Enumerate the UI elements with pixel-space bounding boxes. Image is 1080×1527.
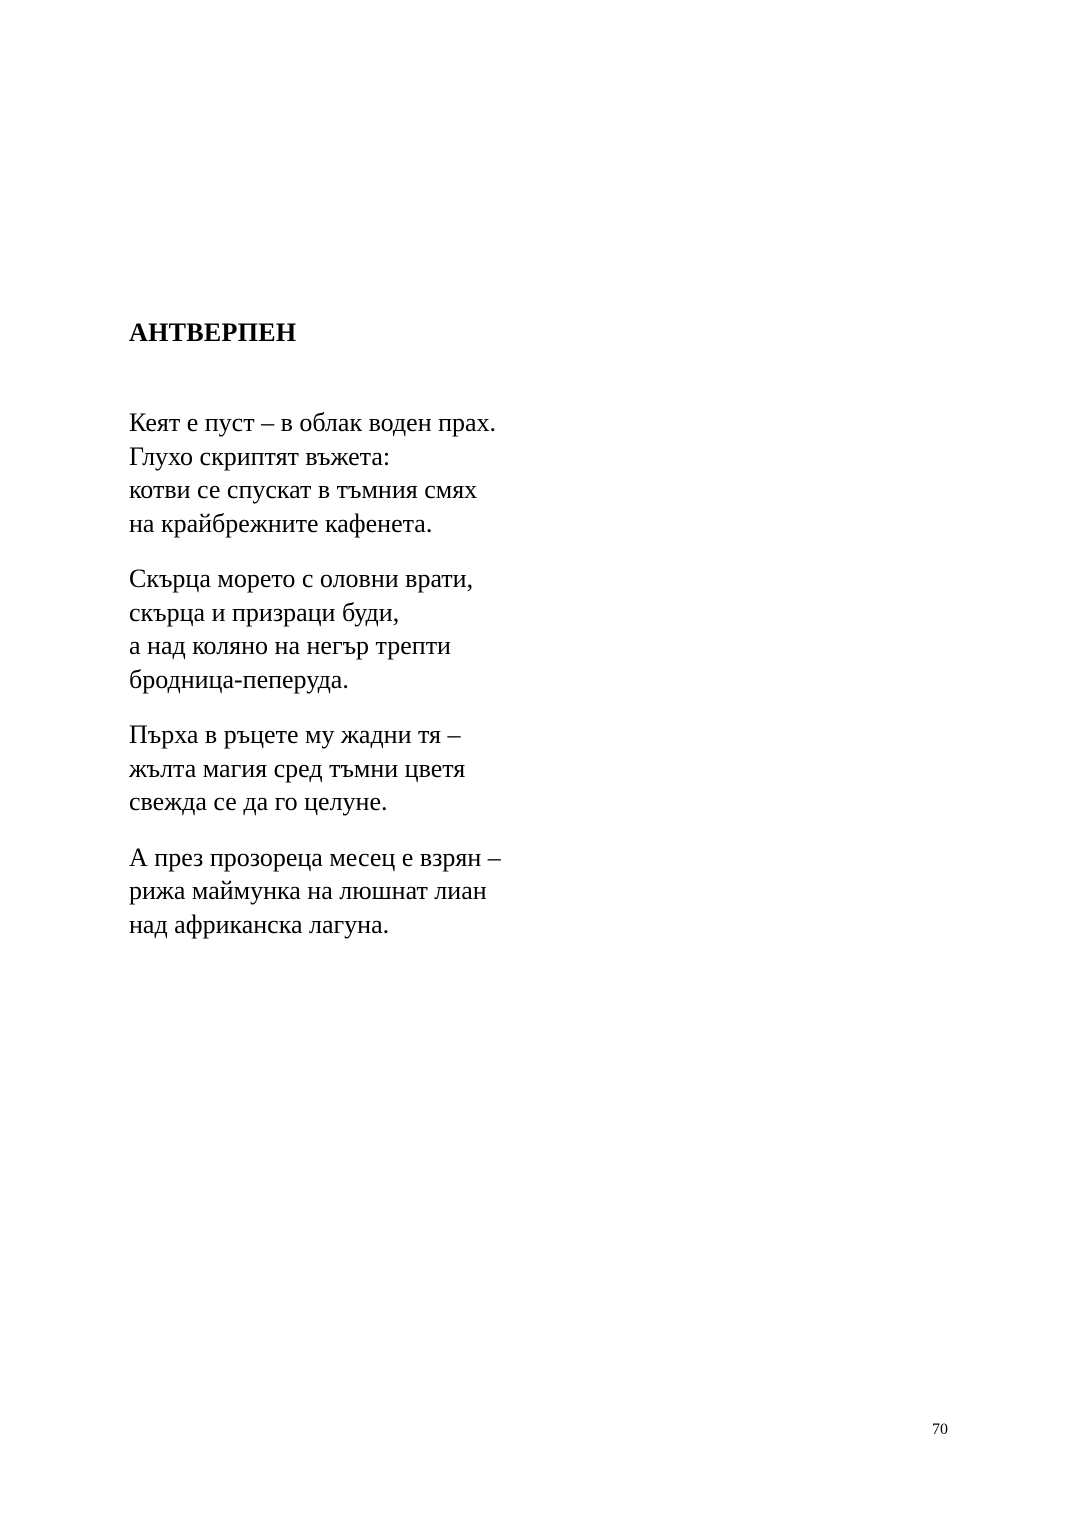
page-number: 70 [932, 1421, 948, 1438]
poem-line: а над коляно на негър трепти [129, 631, 451, 660]
poem-body [129, 406, 501, 963]
stanza [129, 718, 501, 819]
poem-line: рижа маймунка на люшнат лиан [129, 876, 487, 905]
poem-line: жълта магия сред тъмни цветя [129, 753, 466, 783]
poem-line: на крайбрежните кафенета. [129, 508, 433, 538]
poem-title: АНТВЕРПЕН [129, 318, 297, 347]
stanza [129, 562, 501, 696]
poem-line: над африканска лагуна. [129, 909, 390, 939]
poem-line: бродница-пеперуда. [129, 664, 349, 694]
poem-line: Кеят е пуст – в облак воден прах. [129, 408, 497, 437]
poem-line: скърца и призраци буди, [129, 597, 400, 627]
poem-line: котви се спускат в тъмния смях [129, 475, 478, 504]
poem-line: Глухо скриптят въжета: [129, 441, 391, 471]
poem-line: Пърха в ръцете му жадни тя – [129, 720, 461, 749]
stanza [129, 406, 501, 540]
stanza [129, 841, 501, 942]
poem-line: А през прозореца месец е взрян – [129, 842, 501, 872]
poem-line: Скърца морето с оловни врати, [129, 564, 474, 593]
poem-line: свежда се да го целуне. [129, 787, 388, 816]
